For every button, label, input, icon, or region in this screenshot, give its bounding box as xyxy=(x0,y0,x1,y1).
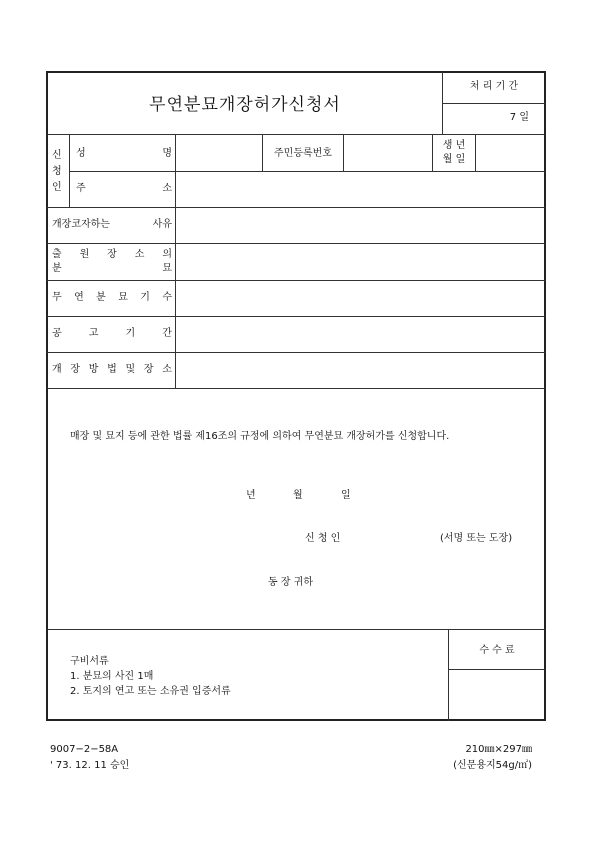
divider xyxy=(47,207,545,208)
required-docs-title: 구비서류 xyxy=(70,656,109,667)
divider xyxy=(47,388,545,389)
fee-label: 수 수 료 xyxy=(479,645,515,656)
application-statement: 매장 및 묘지 등에 관한 법률 제16조의 규정에 의하여 무연분묘 개장허가를 신청합니다. xyxy=(70,431,450,442)
date-year-label: 년 xyxy=(246,490,256,501)
divider xyxy=(47,243,545,244)
divider xyxy=(47,280,545,281)
date-day-label: 일 xyxy=(341,490,351,501)
divider xyxy=(69,134,70,207)
notice-period-label: 공 고 기 간 xyxy=(52,328,172,339)
divider xyxy=(475,134,476,171)
required-doc-item: 1. 분묘의 사진 1매 xyxy=(70,671,154,682)
applicant-sign-label: 신 청 인 xyxy=(305,533,341,544)
birth-date-label-line2: 월 일 xyxy=(442,154,466,165)
applicant-label-2: 청 xyxy=(52,166,62,177)
divider xyxy=(343,134,344,171)
divider xyxy=(47,629,545,630)
applicant-label-3: 인 xyxy=(52,182,62,193)
application-form xyxy=(46,71,546,721)
divider xyxy=(442,103,545,104)
processing-period-value: 7 일 xyxy=(509,112,529,123)
applicant-label-1: 신 xyxy=(52,150,62,161)
grave-location-label-line2: 분 묘 xyxy=(52,263,172,274)
paper-size: 210㎜×297㎜ xyxy=(465,744,532,755)
required-doc-item: 2. 토지의 연고 또는 소유권 입증서류 xyxy=(70,686,231,697)
date-month-label: 월 xyxy=(293,490,303,501)
form-code: 9007−2−58A xyxy=(50,744,119,755)
divider xyxy=(47,352,545,353)
reason-label: 개장코자하는 사유 xyxy=(52,219,172,230)
divider xyxy=(47,134,545,135)
grave-count-label: 무 연 분 묘 기 수 xyxy=(52,292,172,303)
signature-note: (서명 또는 도장) xyxy=(440,533,513,544)
approval-date: ' 73. 12. 11 승인 xyxy=(50,760,130,771)
divider xyxy=(47,316,545,317)
divider xyxy=(448,669,545,670)
paper-type: (신문용지54g/㎡) xyxy=(453,760,532,771)
divider xyxy=(448,629,449,721)
divider xyxy=(175,134,176,388)
reburial-method-label: 개 장 방 법 및 장 소 xyxy=(52,364,172,375)
resident-number-label: 주민등록번호 xyxy=(274,148,332,159)
form-title: 무연분묘개장허가신청서 xyxy=(149,95,341,115)
birth-date-label-line1: 생 년 xyxy=(442,140,466,151)
recipient-label: 동 장 귀하 xyxy=(268,577,313,588)
divider xyxy=(69,171,545,172)
name-label: 성 명 xyxy=(76,148,172,159)
processing-period-label: 처 리 기 간 xyxy=(469,81,519,92)
address-label: 주 소 xyxy=(76,183,172,194)
grave-location-label-line1: 출 원 장 소 의 xyxy=(52,249,172,260)
